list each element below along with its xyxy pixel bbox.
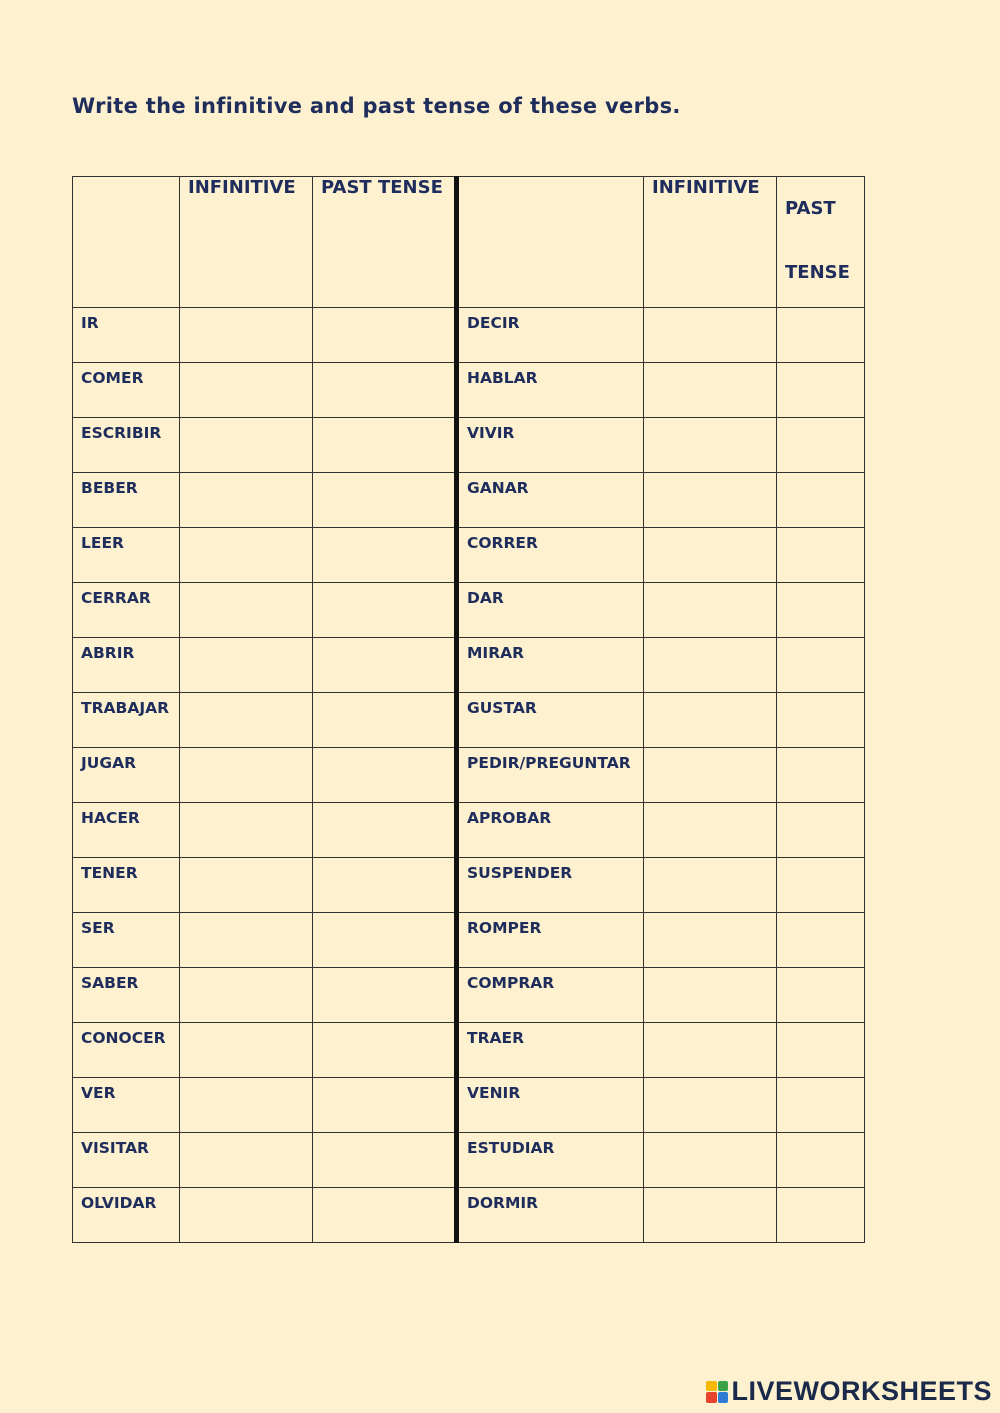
answer-past-right[interactable] bbox=[777, 693, 865, 748]
verb-left: TRABAJAR bbox=[73, 693, 180, 748]
verb-left: COMER bbox=[73, 363, 180, 418]
verb-left: HACER bbox=[73, 803, 180, 858]
answer-infinitive-left[interactable] bbox=[180, 858, 313, 913]
table-row bbox=[73, 638, 865, 693]
table-row bbox=[73, 418, 865, 473]
verb-right: GANAR bbox=[457, 473, 644, 528]
table-row bbox=[73, 748, 865, 803]
answer-infinitive-right[interactable] bbox=[644, 968, 777, 1023]
table-row bbox=[73, 1078, 865, 1133]
answer-infinitive-left[interactable] bbox=[180, 1078, 313, 1133]
answer-past-left[interactable] bbox=[313, 418, 457, 473]
answer-past-right[interactable] bbox=[777, 638, 865, 693]
answer-past-right[interactable] bbox=[777, 803, 865, 858]
answer-past-left[interactable] bbox=[313, 1188, 457, 1243]
table-row bbox=[73, 1133, 865, 1188]
answer-past-left[interactable] bbox=[313, 528, 457, 583]
answer-infinitive-right[interactable] bbox=[644, 748, 777, 803]
answer-past-left[interactable] bbox=[313, 858, 457, 913]
answer-past-right[interactable] bbox=[777, 528, 865, 583]
verb-right: CORRER bbox=[457, 528, 644, 583]
verb-left: CONOCER bbox=[73, 1023, 180, 1078]
header-blank-left bbox=[73, 177, 180, 308]
verb-right: APROBAR bbox=[457, 803, 644, 858]
verb-right: COMPRAR bbox=[457, 968, 644, 1023]
verb-right: MIRAR bbox=[457, 638, 644, 693]
answer-infinitive-left[interactable] bbox=[180, 1188, 313, 1243]
answer-past-left[interactable] bbox=[313, 748, 457, 803]
answer-past-right[interactable] bbox=[777, 968, 865, 1023]
answer-past-right[interactable] bbox=[777, 858, 865, 913]
answer-past-right[interactable] bbox=[777, 1133, 865, 1188]
answer-infinitive-right[interactable] bbox=[644, 913, 777, 968]
answer-infinitive-right[interactable] bbox=[644, 363, 777, 418]
verb-right: ESTUDIAR bbox=[457, 1133, 644, 1188]
answer-infinitive-left[interactable] bbox=[180, 583, 313, 638]
verb-left: VER bbox=[73, 1078, 180, 1133]
verb-left: ESCRIBIR bbox=[73, 418, 180, 473]
answer-infinitive-left[interactable] bbox=[180, 528, 313, 583]
answer-infinitive-left[interactable] bbox=[180, 803, 313, 858]
worksheet-title: Write the infinitive and past tense of these verbs. bbox=[72, 94, 681, 118]
verb-left: OLVIDAR bbox=[73, 1188, 180, 1243]
logo-text: LIVEWORKSHEETS bbox=[731, 1376, 992, 1406]
header-past-word: PAST bbox=[785, 198, 836, 219]
table-row bbox=[73, 693, 865, 748]
answer-past-left[interactable] bbox=[313, 638, 457, 693]
verb-left: VISITAR bbox=[73, 1133, 180, 1188]
table-row bbox=[73, 858, 865, 913]
answer-past-left[interactable] bbox=[313, 308, 457, 363]
answer-past-left[interactable] bbox=[313, 1023, 457, 1078]
liveworksheets-logo bbox=[706, 1376, 992, 1407]
answer-infinitive-right[interactable] bbox=[644, 583, 777, 638]
answer-past-right[interactable] bbox=[777, 913, 865, 968]
header-infinitive-right: INFINITIVE bbox=[644, 177, 777, 308]
verb-right: DAR bbox=[457, 583, 644, 638]
answer-infinitive-right[interactable] bbox=[644, 1133, 777, 1188]
answer-past-right[interactable] bbox=[777, 363, 865, 418]
table-row bbox=[73, 803, 865, 858]
verb-left: SABER bbox=[73, 968, 180, 1023]
table-row bbox=[73, 528, 865, 583]
verb-left: IR bbox=[73, 308, 180, 363]
answer-past-right[interactable] bbox=[777, 1023, 865, 1078]
answer-past-left[interactable] bbox=[313, 1133, 457, 1188]
header-past-tense-left: PAST TENSE bbox=[313, 177, 457, 308]
table-row bbox=[73, 968, 865, 1023]
verb-right: TRAER bbox=[457, 1023, 644, 1078]
table-row bbox=[73, 473, 865, 528]
verb-right: ROMPER bbox=[457, 913, 644, 968]
answer-infinitive-right[interactable] bbox=[644, 858, 777, 913]
answer-past-right[interactable] bbox=[777, 748, 865, 803]
verb-left: LEER bbox=[73, 528, 180, 583]
header-infinitive-left: INFINITIVE bbox=[180, 177, 313, 308]
verb-right: VENIR bbox=[457, 1078, 644, 1133]
verb-right: DORMIR bbox=[457, 1188, 644, 1243]
table-row bbox=[73, 308, 865, 363]
answer-infinitive-right[interactable] bbox=[644, 638, 777, 693]
answer-past-left[interactable] bbox=[313, 803, 457, 858]
answer-infinitive-left[interactable] bbox=[180, 1133, 313, 1188]
answer-infinitive-left[interactable] bbox=[180, 748, 313, 803]
verb-left: TENER bbox=[73, 858, 180, 913]
answer-infinitive-left[interactable] bbox=[180, 913, 313, 968]
table-row bbox=[73, 1188, 865, 1243]
verb-right: DECIR bbox=[457, 308, 644, 363]
answer-past-left[interactable] bbox=[313, 913, 457, 968]
answer-infinitive-right[interactable] bbox=[644, 1078, 777, 1133]
answer-infinitive-right[interactable] bbox=[644, 1188, 777, 1243]
header-past-tense-right bbox=[777, 177, 865, 308]
table-header-row bbox=[73, 177, 865, 308]
verb-right: VIVIR bbox=[457, 418, 644, 473]
verb-left: BEBER bbox=[73, 473, 180, 528]
verb-left: JUGAR bbox=[73, 748, 180, 803]
answer-infinitive-left[interactable] bbox=[180, 473, 313, 528]
verb-right: PEDIR/PREGUNTAR bbox=[457, 748, 644, 803]
answer-infinitive-right[interactable] bbox=[644, 528, 777, 583]
table-row bbox=[73, 913, 865, 968]
table-row bbox=[73, 363, 865, 418]
header-blank-right bbox=[457, 177, 644, 308]
answer-past-right[interactable] bbox=[777, 1078, 865, 1133]
verb-left: SER bbox=[73, 913, 180, 968]
answer-infinitive-right[interactable] bbox=[644, 418, 777, 473]
answer-past-left[interactable] bbox=[313, 968, 457, 1023]
answer-past-left[interactable] bbox=[313, 473, 457, 528]
answer-past-right[interactable] bbox=[777, 583, 865, 638]
answer-infinitive-right[interactable] bbox=[644, 1023, 777, 1078]
answer-past-right[interactable] bbox=[777, 1188, 865, 1243]
answer-past-left[interactable] bbox=[313, 363, 457, 418]
verb-right: HABLAR bbox=[457, 363, 644, 418]
verb-left: CERRAR bbox=[73, 583, 180, 638]
verb-left: ABRIR bbox=[73, 638, 180, 693]
answer-infinitive-left[interactable] bbox=[180, 1023, 313, 1078]
answer-past-left[interactable] bbox=[313, 693, 457, 748]
answer-infinitive-right[interactable] bbox=[644, 693, 777, 748]
answer-infinitive-left[interactable] bbox=[180, 638, 313, 693]
answer-past-right[interactable] bbox=[777, 308, 865, 363]
answer-infinitive-right[interactable] bbox=[644, 473, 777, 528]
verb-table bbox=[72, 176, 865, 1243]
answer-past-left[interactable] bbox=[313, 1078, 457, 1133]
answer-past-right[interactable] bbox=[777, 418, 865, 473]
logo-mark-icon bbox=[706, 1381, 728, 1403]
table-row bbox=[73, 1023, 865, 1078]
answer-infinitive-left[interactable] bbox=[180, 418, 313, 473]
answer-past-left[interactable] bbox=[313, 583, 457, 638]
answer-infinitive-left[interactable] bbox=[180, 363, 313, 418]
answer-past-right[interactable] bbox=[777, 473, 865, 528]
verb-right: SUSPENDER bbox=[457, 858, 644, 913]
answer-infinitive-left[interactable] bbox=[180, 968, 313, 1023]
answer-infinitive-right[interactable] bbox=[644, 803, 777, 858]
header-tense-word: TENSE bbox=[785, 262, 850, 283]
answer-infinitive-left[interactable] bbox=[180, 693, 313, 748]
answer-infinitive-right[interactable] bbox=[644, 308, 777, 363]
answer-infinitive-left[interactable] bbox=[180, 308, 313, 363]
verb-right: GUSTAR bbox=[457, 693, 644, 748]
table-row bbox=[73, 583, 865, 638]
